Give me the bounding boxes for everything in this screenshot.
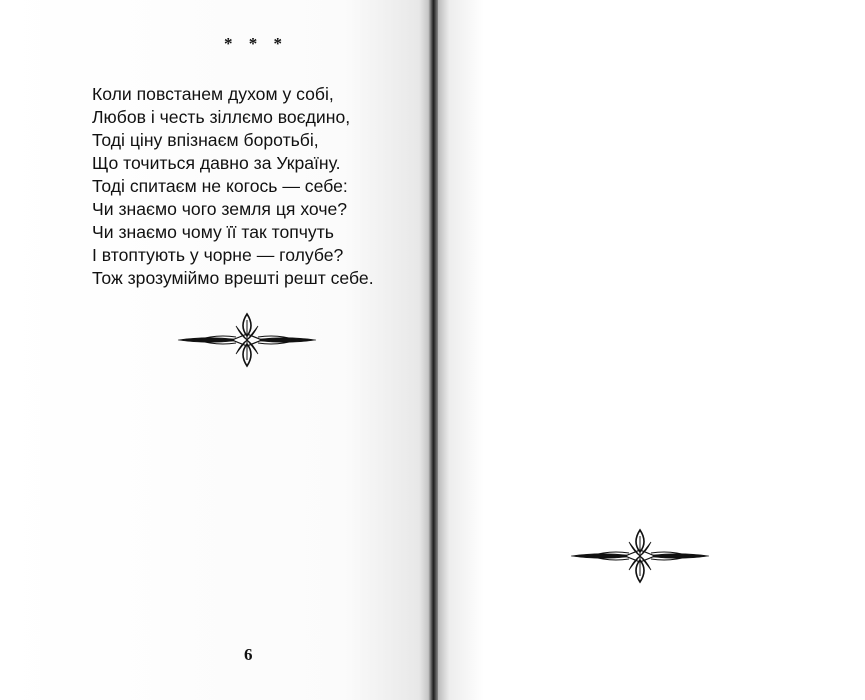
poem-line: Тоді спитаєм не когось — себе: bbox=[92, 176, 348, 196]
page-number: 6 bbox=[244, 645, 253, 664]
poem-line: Тож зрозуміймо врешті решт себе. bbox=[92, 268, 374, 288]
poem-line: І втоптують у чорне — голубе? bbox=[92, 245, 344, 265]
poem-line: Чи знаємо чому її так топчуть bbox=[92, 222, 334, 242]
poem-line: Коли повстанем духом у собі, bbox=[92, 84, 334, 104]
book-gutter bbox=[428, 0, 438, 700]
section-stars: * * * bbox=[224, 34, 288, 53]
poem-line: Любов і честь зіллємо воєдино, bbox=[92, 107, 351, 127]
poem-line: Що точиться давно за Україну. bbox=[92, 153, 341, 173]
right-page bbox=[432, 0, 865, 700]
poem-left bbox=[92, 83, 374, 290]
poem-line: Тоді ціну впізнаєм боротьбі, bbox=[92, 130, 319, 150]
left-page bbox=[0, 0, 432, 700]
poem-line: Чи знаємо чого земля ця хоче? bbox=[92, 199, 348, 219]
floral-divider-icon bbox=[176, 312, 318, 368]
floral-divider-icon bbox=[569, 528, 711, 584]
